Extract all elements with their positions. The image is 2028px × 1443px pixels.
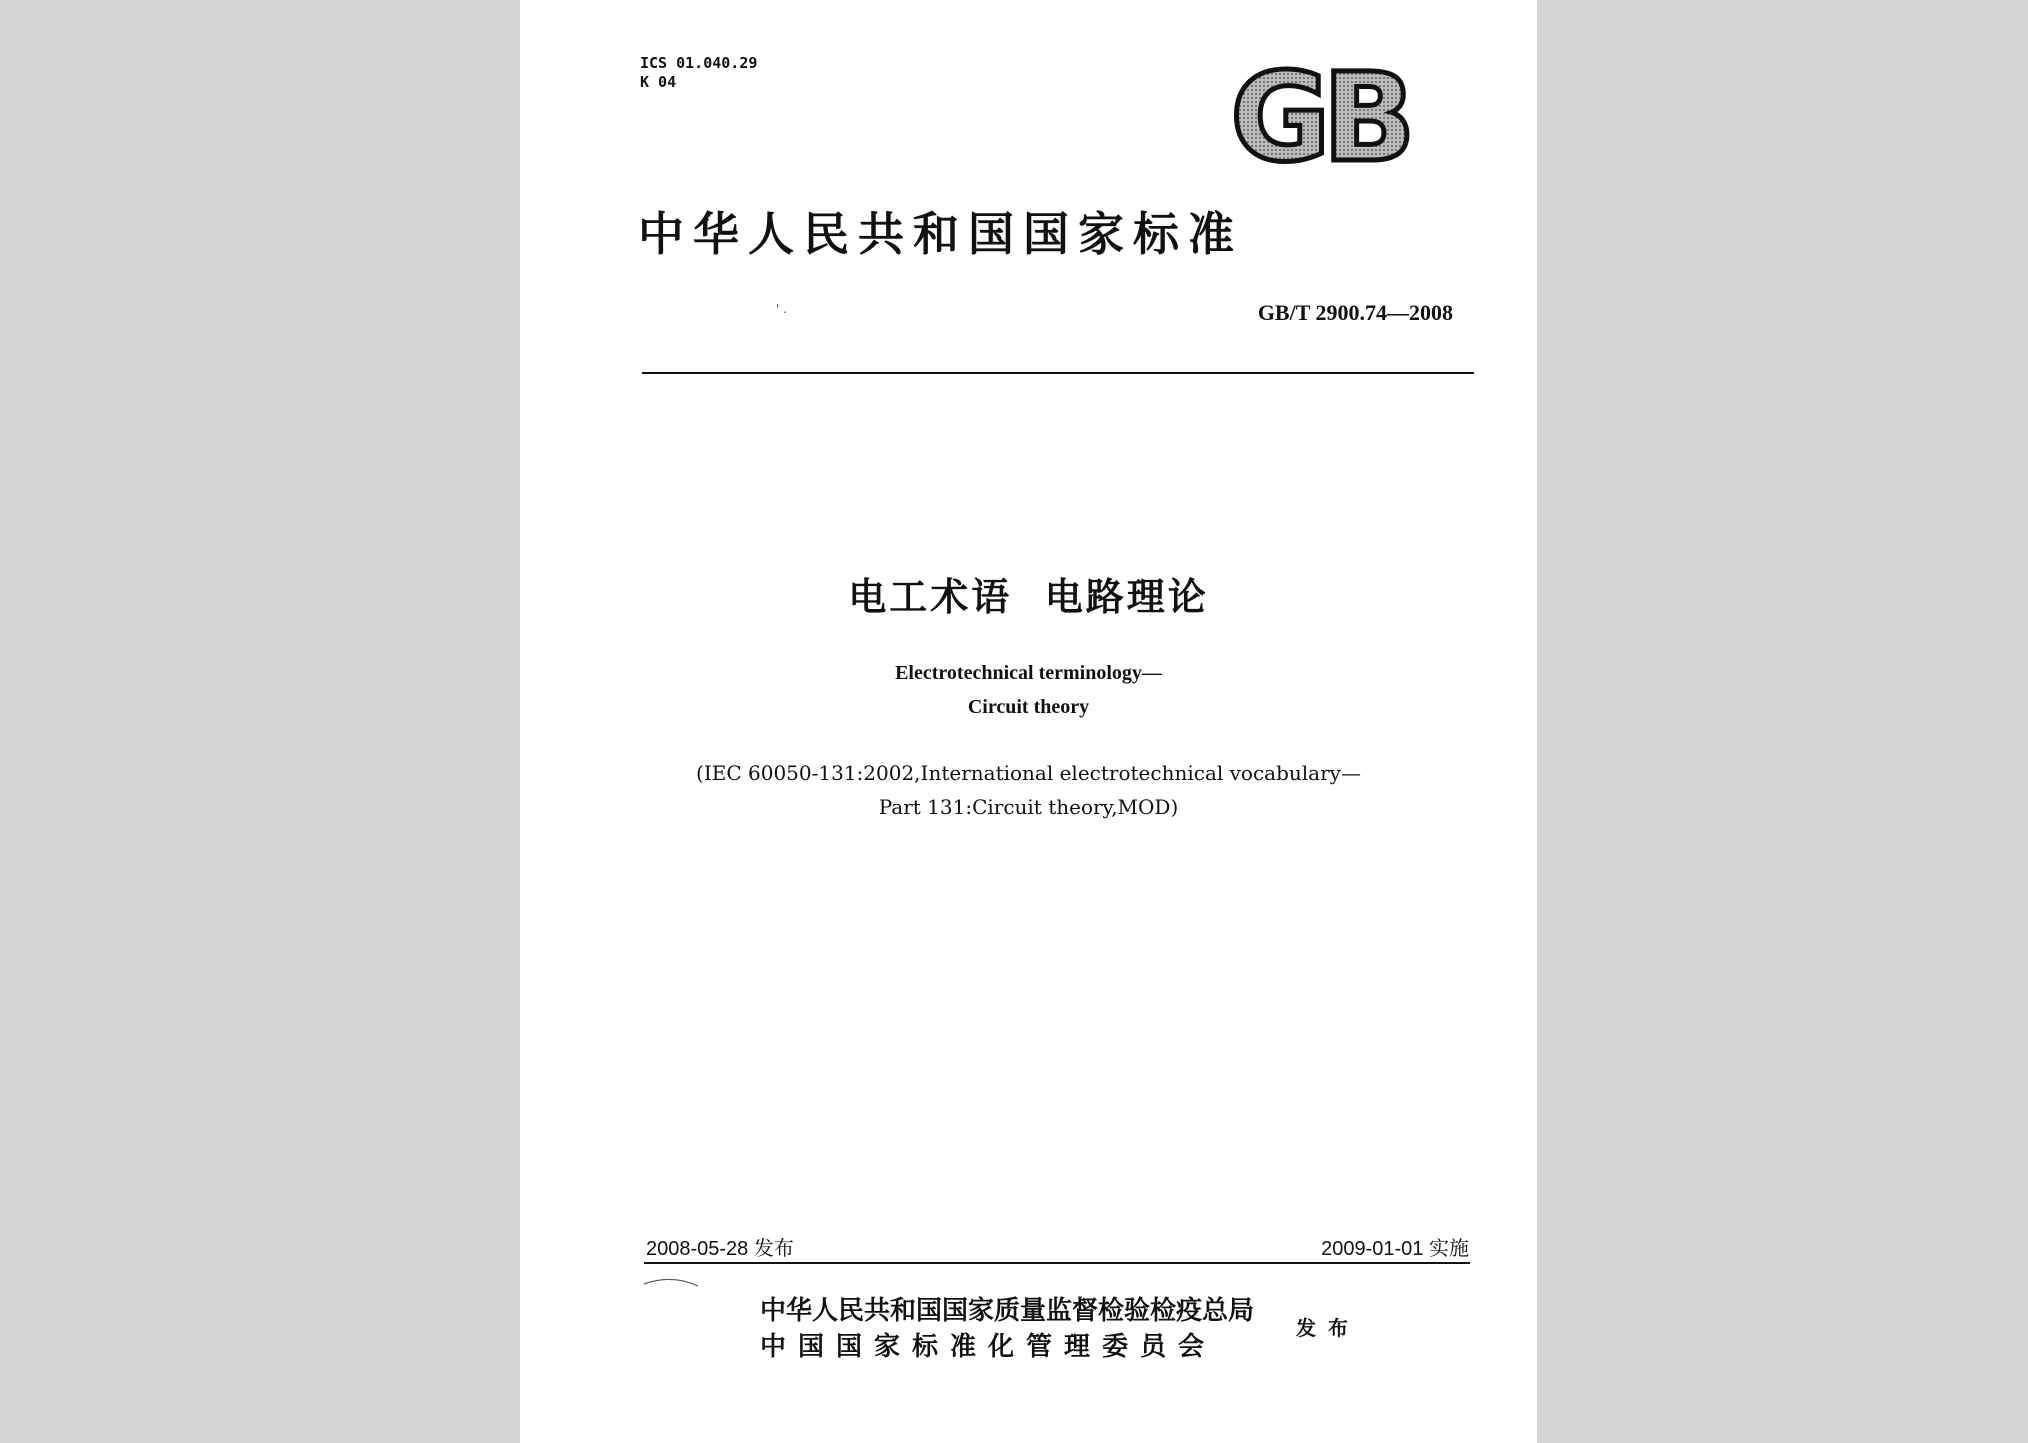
issue-date: 2008-05-28 发布: [646, 1238, 794, 1260]
document-page: [520, 0, 1537, 1443]
national-standard-title: 中华人民共和国国家标准: [638, 207, 1243, 261]
english-title-line-1: Electrotechnical terminology—: [895, 662, 1162, 684]
iec-reference-line-1: (IEC 60050-131:2002,International electrotechnical vocabulary—: [696, 761, 1361, 785]
gb-logo: [1214, 64, 1424, 172]
chinese-title: 电工术语 电路理论: [848, 575, 1209, 619]
iec-reference: [520, 756, 1537, 824]
issuer-aqsiq: 中华人民共和国国家质量监督检验检疫总局: [760, 1296, 1255, 1326]
gb-logo-text: GB: [1230, 64, 1408, 172]
scan-mark-curve: [642, 1272, 702, 1292]
k-code: K 04: [640, 73, 677, 91]
english-title: [520, 656, 1537, 724]
footer-divider: [644, 1262, 1470, 1264]
scan-marks: ' .: [776, 302, 787, 316]
standard-number: GB/T 2900.74—2008: [1257, 300, 1453, 325]
iec-reference-line-2: Part 131:Circuit theory,MOD): [878, 795, 1179, 819]
publish-label: 发布: [1296, 1316, 1360, 1340]
issuer-sac: 中国国家标准化管理委员会: [760, 1332, 1217, 1362]
header-divider: [642, 372, 1474, 374]
classification-codes: [640, 54, 757, 92]
english-title-line-2: Circuit theory: [967, 696, 1090, 718]
implementation-date: 2009-01-01 实施: [1321, 1238, 1469, 1260]
ics-code: ICS 01.040.29: [640, 54, 758, 72]
